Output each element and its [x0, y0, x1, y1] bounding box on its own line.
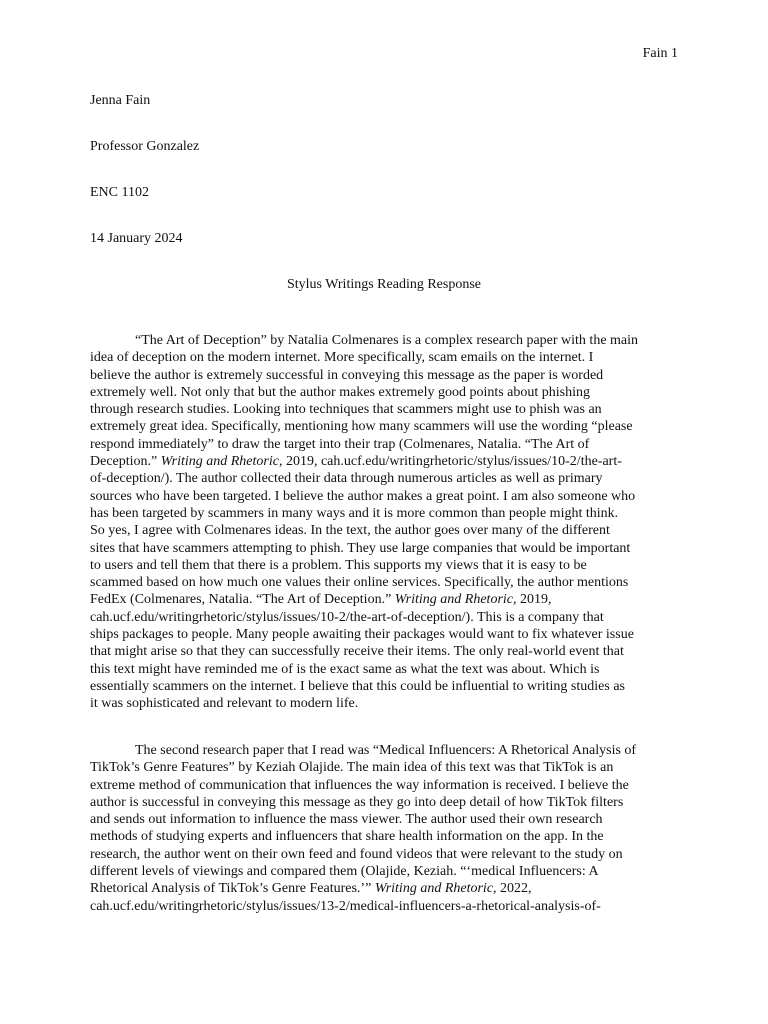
text-line: to users and tell them that there is a problem. This supports my views that it is easy to be — [90, 557, 587, 573]
text-line: “The Art of Deception” by Natalia Colmenares is a complex research paper with the main — [135, 333, 639, 348]
text-line: cah.ucf.edu/writingrhetoric/stylus/issues/13-2/medical-influencers-a-rhetorical-analysis-of- — [90, 898, 601, 914]
text-line: that might arise so that they can successfully receive their items. The only real-world event that — [90, 644, 624, 660]
instructor-name: Professor Gonzalez — [90, 139, 200, 154]
text-line: idea of deception on the modern internet. More specifically, scam emails on the internet. I — [90, 350, 594, 366]
text-line: research, the author went on their own feed and found videos that were relevant to the study on — [90, 846, 623, 862]
paragraph-1 — [90, 332, 680, 713]
text-line: through research studies. Looking into techniques that scammers might use to phish was an — [90, 402, 602, 418]
text-line: of-deception/). The author collected their data through numerous articles as well as primary — [90, 471, 603, 487]
text-line — [90, 880, 680, 897]
text-line: and sends out information to influence the mass viewer. The author used their own research — [90, 812, 603, 828]
text-line: scammed based on how much one values their online services. Specifically, the author mentions — [90, 575, 629, 591]
italic-title: Writing and Rhetoric — [160, 454, 279, 470]
text-line — [90, 591, 680, 608]
text-line: extremely great idea. Specifically, mentioning how many scammers will use the wording “please — [90, 419, 633, 435]
text-segment: Rhetorical Analysis of TikTok’s Genre Features.’” — [90, 881, 375, 897]
italic-title: Writing and Rhetoric — [374, 881, 494, 897]
text-segment: , 2019, — [513, 592, 552, 608]
text-line: it was sophisticated and relevant to modern life. — [90, 696, 359, 712]
text-line: essentially scammers on the internet. I believe that this could be influential to writing studies as — [90, 678, 625, 694]
paragraph-2 — [90, 742, 680, 915]
paper-title: Stylus Writings Reading Response — [286, 277, 481, 292]
text-line: author is successful in conveying this message as they go into deep detail of how TikTok filters — [90, 794, 624, 810]
text-segment: FedEx (Colmenares, Natalia. “The Art of Deception.” — [90, 592, 395, 608]
running-head: Fain 1 — [642, 46, 678, 61]
text-line: cah.ucf.edu/writingrhetoric/stylus/issues/10-2/the-art-of-deception/). This is a company that — [90, 609, 604, 625]
date: 14 January 2024 — [90, 231, 183, 246]
text-segment: Deception.” — [90, 454, 161, 470]
text-line: sites that have scammers attempting to phish. They use large companies that would be important — [90, 540, 631, 556]
text-line: TikTok’s Genre Features” by Keziah Olajide. The main idea of this text was that TikTok is an — [90, 760, 614, 776]
text-line: The second research paper that I read was “Medical Influencers: A Rhetorical Analysis of — [135, 743, 637, 758]
text-line: extreme method of communication that influences the way information is received. I believe the — [90, 777, 629, 793]
text-segment: , 2022, — [493, 881, 532, 897]
author-name: Jenna Fain — [90, 93, 151, 108]
text-segment: , 2019, cah.ucf.edu/writingrhetoric/stylus/issues/10-2/the-art- — [278, 454, 622, 470]
text-line: sources who have been targeted. I believe the author makes a great point. I am also someone who — [90, 488, 636, 504]
course-code: ENC 1102 — [90, 185, 149, 200]
text-line: extremely well. Not only that but the author makes extremely good points about phishing — [90, 384, 591, 400]
text-line: this text might have reminded me of is the exact same as what the text was about. Which is — [90, 661, 600, 677]
text-line: has been targeted by scammers in many ways and it is more common than people might think. — [90, 505, 619, 521]
text-line: respond immediately” to draw the target into their trap (Colmenares, Natalia. “The Art of — [90, 436, 590, 452]
italic-title: Writing and Rhetoric — [394, 592, 513, 608]
text-line: different levels of viewings and compared them (Olajide, Keziah. “‘medical Influencers: A — [90, 864, 599, 880]
text-line: methods of studying experts and influencers that share health information on the app. In the — [90, 829, 604, 845]
text-line: believe the author is extremely successful in conveying this message as the paper is worded — [90, 367, 604, 383]
text-line: So yes, I agree with Colmenares ideas. In the text, the author goes over many of the different — [90, 523, 610, 539]
text-line: ships packages to people. Many people awaiting their packages would want to fix whatever issue — [90, 627, 634, 643]
text-line — [90, 453, 680, 470]
